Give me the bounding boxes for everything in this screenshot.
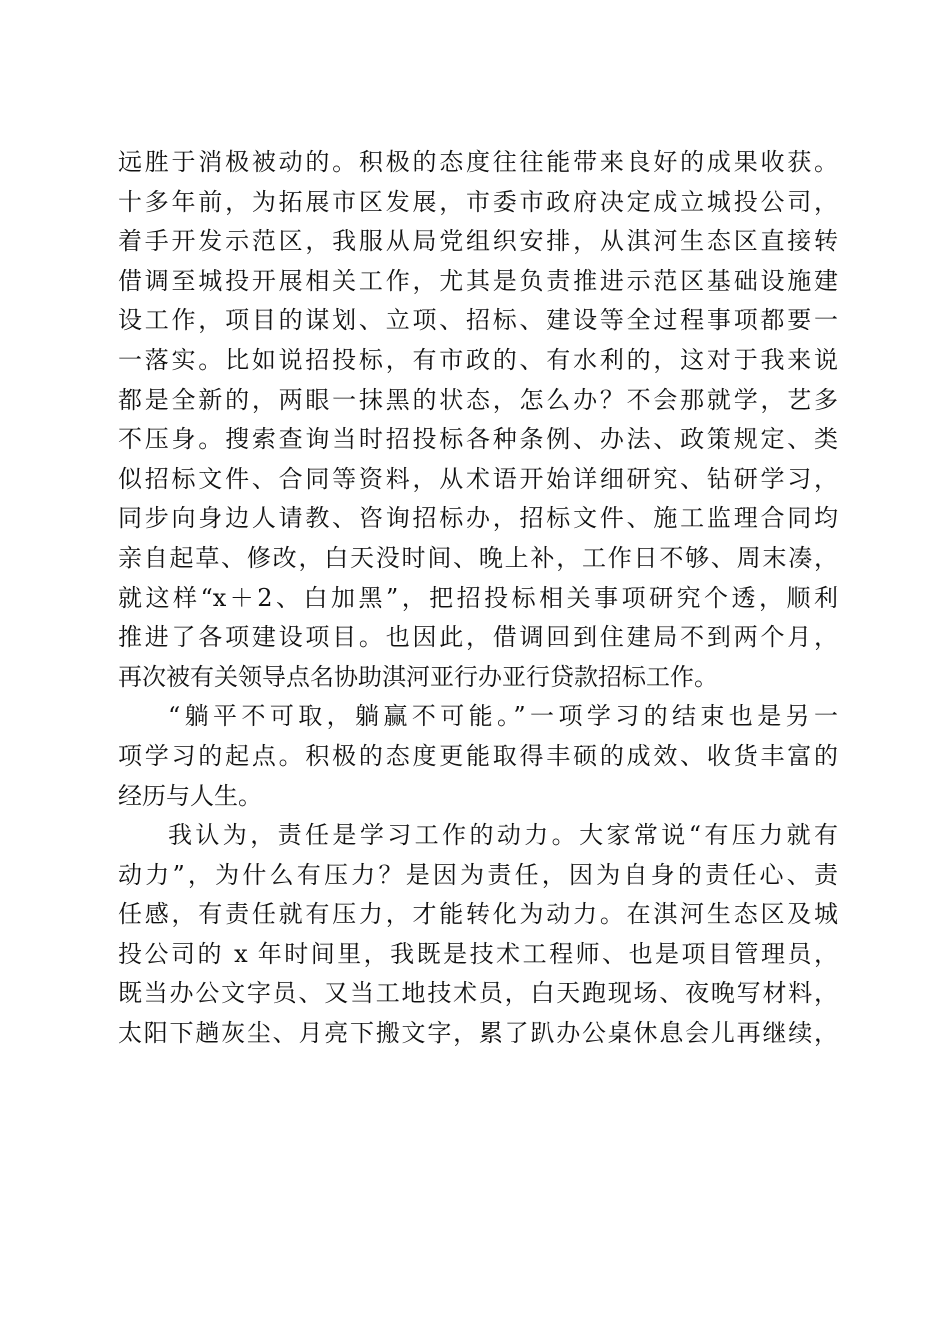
text-line: 似招标文件、合同等资料，从术语开始详细研究、钻研学习， (118, 464, 838, 493)
text-line: 投公司的 x 年时间里，我既是技术工程师、也是项目管理员， (118, 939, 838, 968)
text-line: 动力”，为什么有压力？是因为责任，因为自身的责任心、责 (118, 860, 838, 889)
text-line: 既当办公文字员、又当工地技术员，白天跑现场、夜晚写材料， (118, 979, 838, 1008)
text-line: 同步向身边人请教、咨询招标办，招标文件、施工监理合同均 (118, 504, 838, 533)
text-line: 经历与人生。 (118, 781, 262, 810)
text-line: 远胜于消极被动的。积极的态度往往能带来良好的成果收获。 (118, 148, 838, 176)
text-line: “躺平不可取，躺赢不可能。”一项学习的结束也是另一 (168, 702, 838, 731)
text-line: 亲自起草、修改，白天没时间、晚上补，工作日不够、周末凑， (118, 543, 838, 572)
text-line: 不压身。搜索查询当时招投标各种条例、办法、政策规定、类 (118, 425, 838, 454)
text-line: 再次被有关领导点名协助淇河亚行办亚行贷款招标工作。 (118, 662, 718, 691)
text-line: 项学习的起点。积极的态度更能取得丰硕的成效、收货丰富的 (118, 741, 838, 770)
text-line: 太阳下趟灰尘、月亮下搬文字，累了趴办公桌休息会儿再继续， (118, 1019, 838, 1048)
text-line: 都是全新的，两眼一抹黑的状态，怎么办？不会那就学，艺多 (118, 385, 838, 414)
text-line: 十多年前，为拓展市区发展，市委市政府决定成立城投公司， (118, 187, 838, 216)
text-line: 一落实。比如说招投标，有市政的、有水利的，这对于我来说 (118, 345, 838, 374)
text-line: 借调至城投开展相关工作，尤其是负责推进示范区基础设施建 (118, 266, 838, 295)
text-line: 着手开发示范区，我服从局党组织安排，从淇河生态区直接转 (118, 227, 838, 256)
body-text (118, 143, 838, 1054)
text-line: 设工作，项目的谋划、立项、招标、建设等全过程事项都要一 (118, 306, 838, 335)
text-line: 推进了各项建设项目。也因此，借调回到住建局不到两个月， (118, 623, 838, 652)
text-line: 我认为，责任是学习工作的动力。大家常说“有压力就有 (168, 821, 838, 850)
text-line: 就这样“x＋2、白加黑”，把招投标相关事项研究个透，顺利 (118, 583, 838, 612)
text-line: 任感，有责任就有压力，才能转化为动力。在淇河生态区及城 (118, 900, 838, 929)
